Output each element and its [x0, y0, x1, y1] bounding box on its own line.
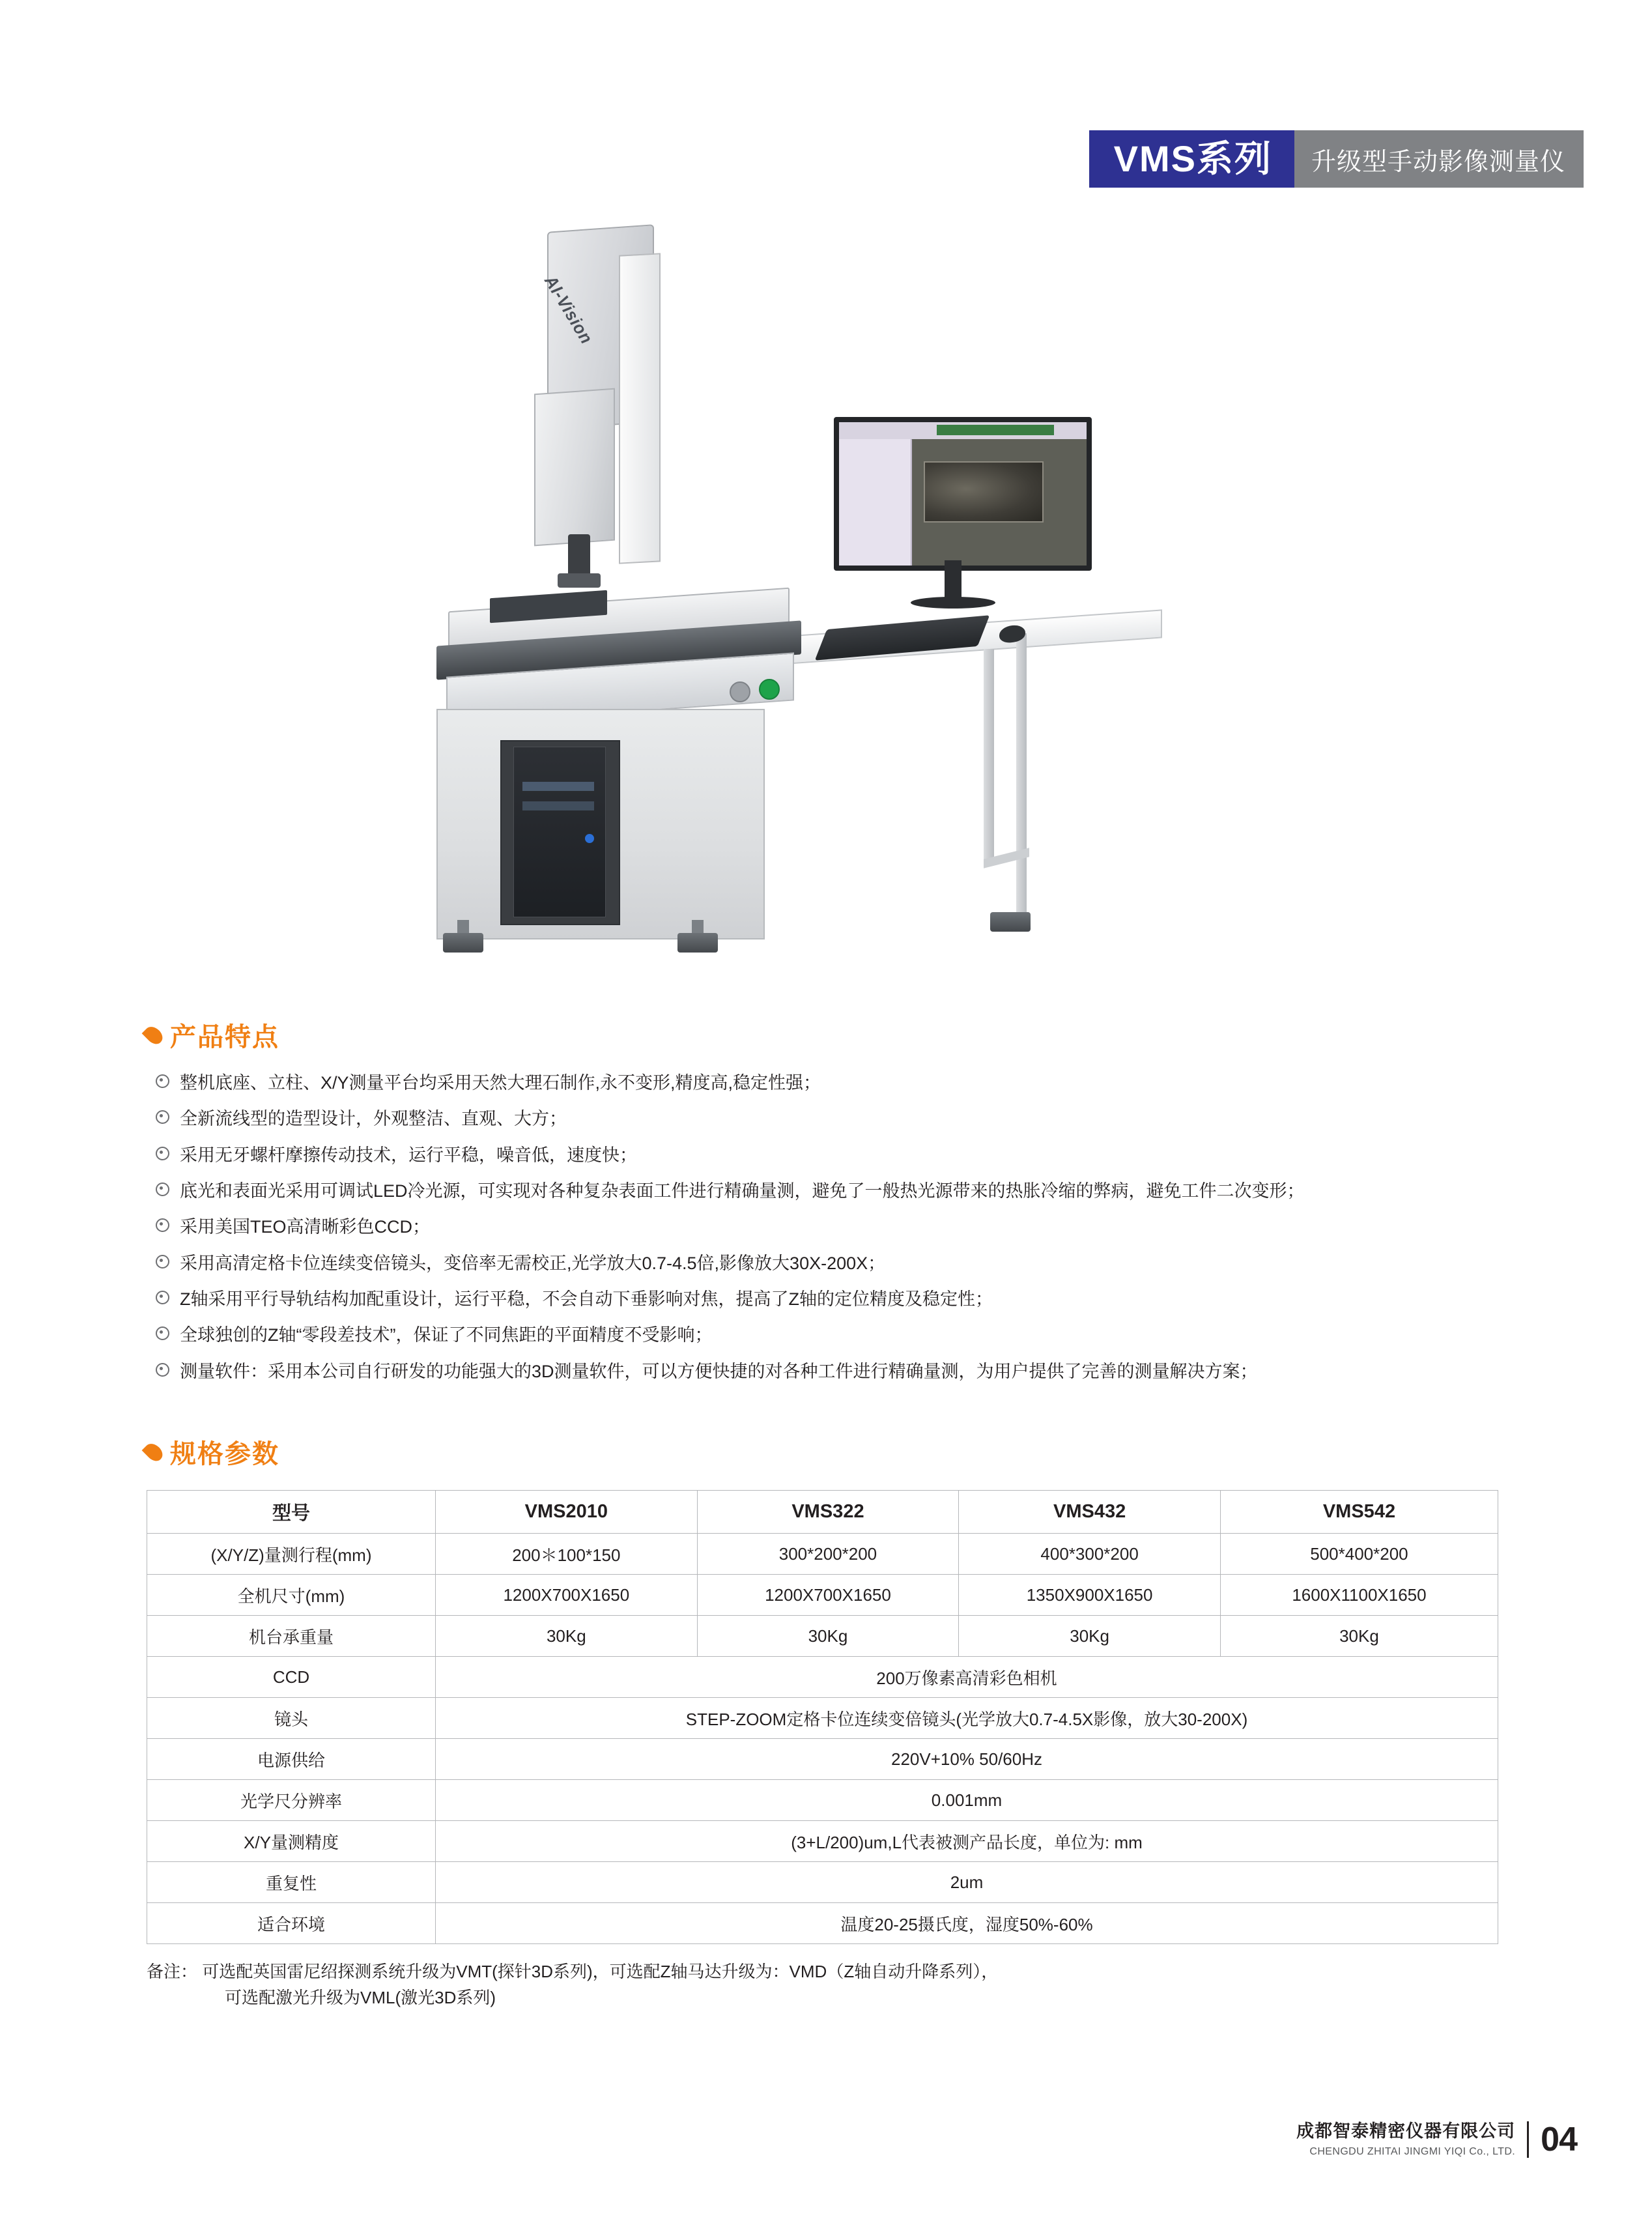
bullet-icon — [156, 1182, 169, 1196]
table-row — [147, 1698, 1498, 1739]
page-footer — [1296, 2120, 1577, 2159]
specs-note — [147, 1958, 1498, 2011]
company-name-en: CHENGDU ZHITAI JINGMI YIQI Co., LTD. — [1309, 2145, 1516, 2157]
feature-text: 底光和表面光采用可调试LED冷光源，可实现对各种复杂表面工件进行精确量测，避免了一般热光源带来的热胀冷缩的弊病，避免工件二次变形； — [180, 1181, 1305, 1201]
cell: 1200X700X1650 — [436, 1575, 698, 1616]
pc-drive-bay — [522, 782, 594, 791]
column-header-vms322: VMS322 — [697, 1491, 959, 1534]
table-row — [147, 1821, 1498, 1862]
features-section — [147, 1016, 1305, 1395]
machine-foot-right — [677, 933, 718, 953]
bullet-icon — [156, 1363, 169, 1377]
list-item — [156, 1287, 1305, 1312]
bullet-icon — [156, 1291, 169, 1304]
list-item — [156, 1214, 1305, 1239]
cell: 1600X1100X1650 — [1220, 1575, 1498, 1616]
bullet-icon — [156, 1074, 169, 1088]
droplet-icon — [142, 1023, 166, 1047]
software-status-bar — [937, 425, 1054, 435]
specs-heading — [147, 1433, 1498, 1470]
row-label: 适合环境 — [147, 1903, 436, 1944]
monitor-screen — [839, 422, 1087, 566]
row-label: 电源供给 — [147, 1739, 436, 1780]
software-left-panel — [839, 439, 911, 566]
camera-body — [534, 388, 615, 547]
monitor-stand-neck — [945, 560, 961, 599]
control-knob — [730, 681, 750, 702]
cell: 1200X700X1650 — [697, 1575, 959, 1616]
table-row — [147, 1739, 1498, 1780]
cell-merged: 温度20-25摄氏度，湿度50%-60% — [436, 1903, 1498, 1944]
list-item — [156, 1070, 1305, 1095]
table-row — [147, 1903, 1498, 1944]
cell: 30Kg — [1220, 1616, 1498, 1657]
spec-table-body — [147, 1534, 1498, 1944]
desk-leg-right — [1016, 633, 1027, 913]
table-row — [147, 1616, 1498, 1657]
cell: 200＊100*150 — [436, 1534, 698, 1575]
cell-merged: 220V+10% 50/60Hz — [436, 1739, 1498, 1780]
specs-section — [147, 1433, 1498, 2011]
footer-divider — [1527, 2121, 1529, 2158]
machine-column — [619, 253, 661, 564]
row-label: (X/Y/Z)量测行程(mm) — [147, 1534, 436, 1575]
note-line-2: 可选配激光升级为VML(激光3D系列) — [225, 1988, 496, 2008]
list-item — [156, 1251, 1305, 1276]
list-item — [156, 1143, 1305, 1168]
pc-drive-bay-2 — [522, 801, 594, 810]
desk-leg-left — [984, 649, 994, 864]
machine-foot-left — [443, 933, 483, 953]
list-item — [156, 1179, 1305, 1203]
cell-merged: 2um — [436, 1862, 1498, 1903]
cell-merged: (3+L/200)um,L代表被测产品长度，单位为: mm — [436, 1821, 1498, 1862]
table-row — [147, 1575, 1498, 1616]
cell: 1350X900X1650 — [959, 1575, 1221, 1616]
features-heading — [147, 1016, 1305, 1054]
bullet-icon — [156, 1326, 169, 1340]
feature-text: 采用美国TEO高清晰彩色CCD； — [180, 1217, 430, 1237]
desk-foot — [990, 912, 1031, 932]
droplet-icon — [142, 1440, 166, 1464]
monitor-stand-base — [911, 597, 995, 609]
page-number: 04 — [1541, 2121, 1577, 2158]
cell: 300*200*200 — [697, 1534, 959, 1575]
table-row — [147, 1657, 1498, 1698]
product-photo — [339, 208, 1316, 984]
bullet-icon — [156, 1218, 169, 1232]
cell: 30Kg — [697, 1616, 959, 1657]
row-label: 光学尺分辨率 — [147, 1780, 436, 1821]
cell: 30Kg — [436, 1616, 698, 1657]
table-header-row — [147, 1491, 1498, 1534]
series-subtitle: 升级型手动影像测量仪 — [1294, 130, 1584, 188]
bullet-icon — [156, 1147, 169, 1160]
column-header-vms2010: VMS2010 — [436, 1491, 698, 1534]
features-heading-text: 产品特点 — [170, 1023, 279, 1052]
specs-heading-text: 规格参数 — [170, 1440, 279, 1469]
machine-logo: AI-Vision — [541, 271, 597, 348]
cell-merged: 200万像素高清彩色相机 — [436, 1657, 1498, 1698]
row-label: 重复性 — [147, 1862, 436, 1903]
cell: 500*400*200 — [1220, 1534, 1498, 1575]
feature-text: Z轴采用平行导轨结构加配重设计，运行平稳，不会自动下垂影响对焦，提高了Z轴的定位精度及稳定性； — [180, 1289, 993, 1309]
row-label: 镜头 — [147, 1698, 436, 1739]
row-label: 全机尺寸(mm) — [147, 1575, 436, 1616]
feature-text: 测量软件：采用本公司自行研发的功能强大的3D测量软件，可以方便快捷的对各种工件进行精确量测，为用户提供了完善的测量解决方案； — [180, 1361, 1258, 1381]
table-row — [147, 1780, 1498, 1821]
list-item — [156, 1323, 1305, 1347]
bullet-icon — [156, 1110, 169, 1124]
power-button — [759, 679, 780, 700]
row-label: 机台承重量 — [147, 1616, 436, 1657]
row-label: X/Y量测精度 — [147, 1821, 436, 1862]
cell-merged: 0.001mm — [436, 1780, 1498, 1821]
column-header-vms542: VMS542 — [1220, 1491, 1498, 1534]
list-item — [156, 1359, 1305, 1384]
list-item — [156, 1106, 1305, 1131]
table-row — [147, 1534, 1498, 1575]
feature-list — [156, 1070, 1305, 1384]
bullet-icon — [156, 1255, 169, 1268]
feature-text: 采用无牙螺杆摩擦传动技术，运行平稳，噪音低，速度快； — [180, 1145, 637, 1165]
spec-table — [147, 1490, 1498, 1944]
cell: 30Kg — [959, 1616, 1221, 1657]
pc-tower — [513, 747, 606, 917]
feature-text: 整机底座、立柱、X/Y测量平台均采用天然大理石制作,永不变形,精度高,稳定性强； — [180, 1073, 821, 1093]
table-row — [147, 1862, 1498, 1903]
column-header-model: 型号 — [147, 1491, 436, 1534]
page-header-banner — [1089, 130, 1584, 188]
cell-merged: STEP-ZOOM定格卡位连续变倍镜头(光学放大0.7-4.5X影像，放大30-200X) — [436, 1698, 1498, 1739]
row-label: CCD — [147, 1657, 436, 1698]
series-title: VMS系列 — [1089, 130, 1294, 188]
monitor — [834, 417, 1092, 571]
cell: 400*300*200 — [959, 1534, 1221, 1575]
company-name-cn: 成都智泰精密仪器有限公司 — [1296, 2121, 1516, 2142]
spec-table-head — [147, 1491, 1498, 1534]
feature-text: 采用高清定格卡位连续变倍镜头，变倍率无需校正,光学放大0.7-4.5倍,影像放大30X-200X； — [180, 1253, 886, 1273]
software-specimen-image — [924, 461, 1044, 523]
note-line-1: 备注： 可选配英国雷尼绍探测系统升级为VMT(探针3D系列)，可选配Z轴马达升级为：VMD（Z轴自动升降系列）， — [147, 1962, 999, 1981]
feature-text: 全新流线型的造型设计，外观整洁、直观、大方； — [180, 1109, 567, 1129]
column-header-vms432: VMS432 — [959, 1491, 1221, 1534]
feature-text: 全球独创的Z轴“零段差技术”，保证了不同焦距的平面精度不受影响； — [180, 1325, 713, 1345]
pc-power-led — [585, 834, 594, 843]
company-info — [1296, 2121, 1515, 2158]
lens-ring — [558, 573, 601, 588]
